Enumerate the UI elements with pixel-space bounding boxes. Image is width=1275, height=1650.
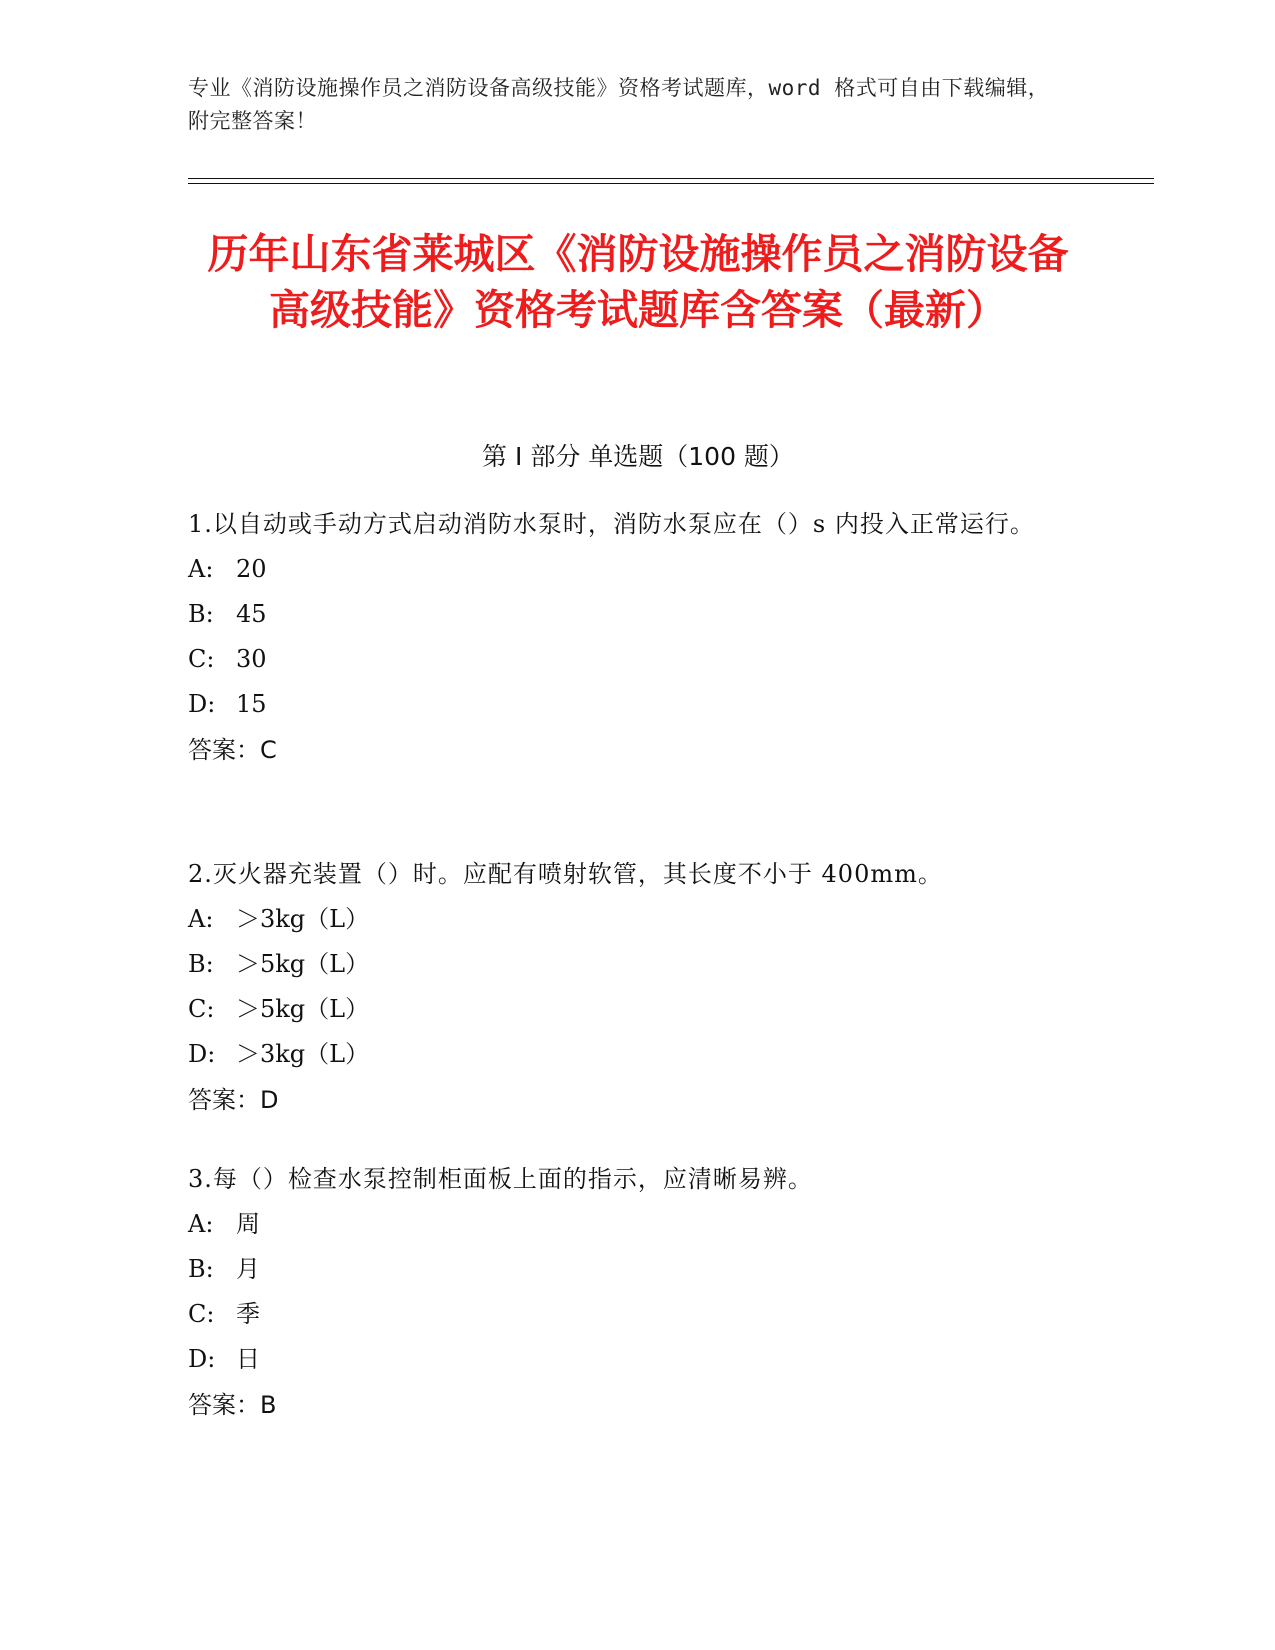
option-key: A: xyxy=(188,1210,214,1238)
option-b xyxy=(188,592,1088,637)
option-key: C: xyxy=(188,1300,215,1328)
option-d xyxy=(188,682,1088,727)
option-c xyxy=(188,637,1088,682)
header-divider-bottom xyxy=(188,183,1154,184)
option-a xyxy=(188,897,1088,942)
option-text: 月 xyxy=(236,1255,260,1283)
question-stem: 3.每（）检查水泵控制柜面板上面的指示，应清晰易辨。 xyxy=(188,1165,813,1193)
option-text: 15 xyxy=(236,690,267,718)
option-c xyxy=(188,1292,1088,1337)
option-b xyxy=(188,1247,1088,1292)
option-b xyxy=(188,942,1088,987)
header-divider-top xyxy=(188,178,1154,179)
question-stem: 2.灭火器充装置（）时。应配有喷射软管，其长度不小于 400mm。 xyxy=(188,860,943,888)
answer-line: 答案：C xyxy=(188,736,277,764)
option-text: 30 xyxy=(236,645,267,673)
question-3 xyxy=(188,1157,1088,1428)
question-stem: 1.以自动或手动方式启动消防水泵时，消防水泵应在（）s 内投入正常运行。 xyxy=(188,510,1035,538)
option-d xyxy=(188,1032,1088,1077)
option-key: D: xyxy=(188,1040,216,1068)
option-key: B: xyxy=(188,600,214,628)
answer-line: 答案：D xyxy=(188,1086,279,1114)
option-key: C: xyxy=(188,995,215,1023)
option-text: 周 xyxy=(236,1210,260,1238)
option-text: 20 xyxy=(236,555,267,583)
section-heading: 第 I 部分 单选题（100 题） xyxy=(482,442,794,471)
document-title: 历年山东省莱城区《消防设施操作员之消防设备高级技能》资格考试题库含答案（最新） xyxy=(207,230,1069,334)
option-text: 季 xyxy=(236,1300,260,1328)
option-key: D: xyxy=(188,1345,216,1373)
question-1 xyxy=(188,502,1088,773)
option-a xyxy=(188,1202,1088,1247)
option-key: D: xyxy=(188,690,216,718)
option-key: C: xyxy=(188,645,215,673)
option-text: ＞5kg（L） xyxy=(236,995,370,1023)
option-c xyxy=(188,987,1088,1032)
answer-line: 答案：B xyxy=(188,1391,277,1419)
option-d xyxy=(188,1337,1088,1382)
option-text: ＞3kg（L） xyxy=(236,905,370,933)
option-key: A: xyxy=(188,905,214,933)
option-key: B: xyxy=(188,1255,214,1283)
option-key: B: xyxy=(188,950,214,978)
header-note: 专业《消防设施操作员之消防设备高级技能》资格考试题库，word 格式可自由下载编辑，附完整答案！ xyxy=(188,76,1050,133)
option-key: A: xyxy=(188,555,214,583)
option-text: ＞5kg（L） xyxy=(236,950,370,978)
option-text: 45 xyxy=(236,600,267,628)
question-2 xyxy=(188,852,1088,1123)
option-a xyxy=(188,547,1088,592)
option-text: 日 xyxy=(236,1345,260,1373)
option-text: ＞3kg（L） xyxy=(236,1040,370,1068)
